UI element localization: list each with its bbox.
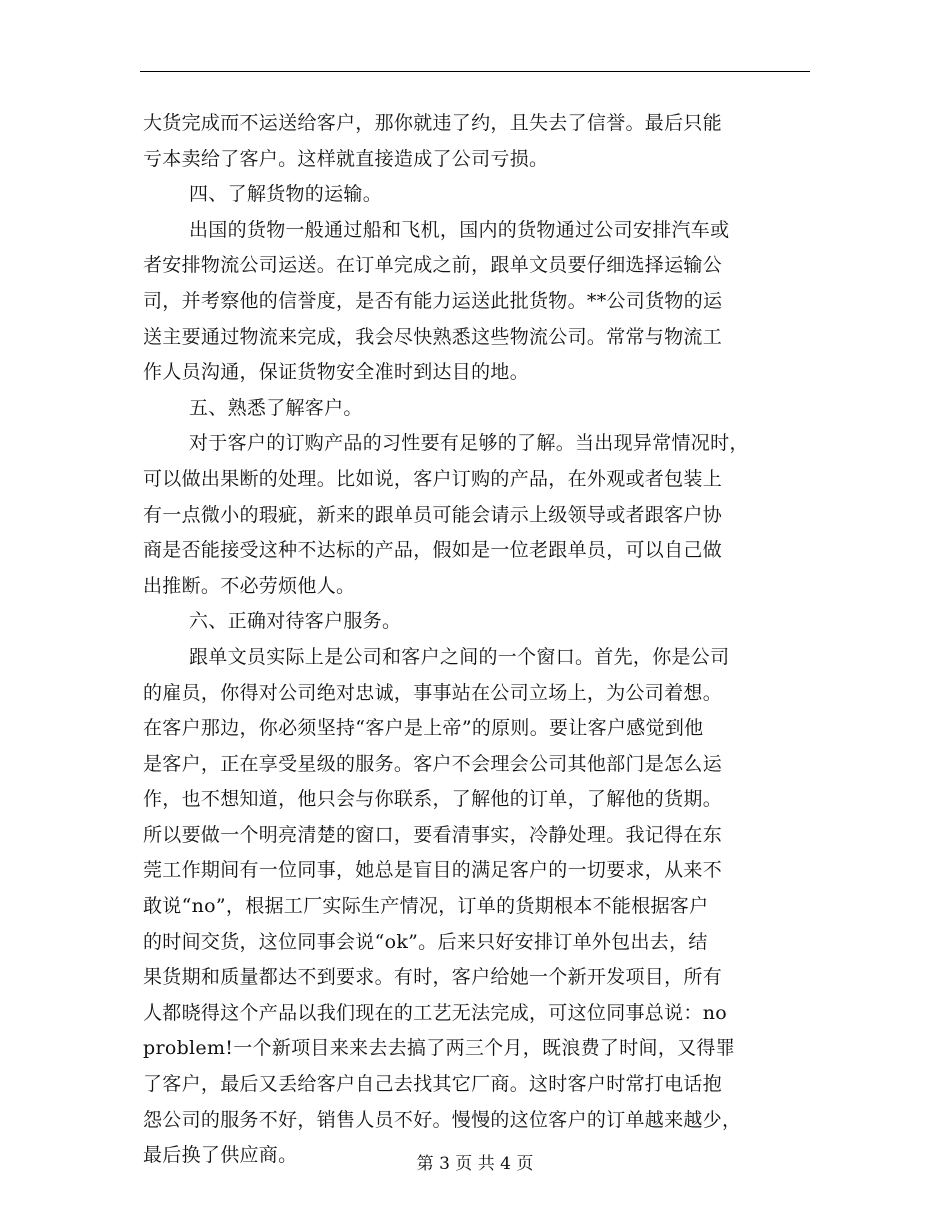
text-line: 有一点微小的瑕疵，新来的跟单员可能会请示上级领导或者跟客户协 <box>143 503 723 526</box>
text-line: 送主要通过物流来完成，我会尽快熟悉这些物流公司。常常与物流工 <box>143 325 723 348</box>
text-line: 了客户，最后又丢给客户自己去找其它厂商。这时客户时常打电话抱 <box>143 1073 723 1096</box>
text-line: 果货期和质量都达不到要求。有时，客户给她一个新开发项目，所有 <box>143 966 723 989</box>
text-line: 作人员沟通，保证货物安全准时到达目的地。 <box>143 361 530 384</box>
section-heading: 五、熟悉了解客户。 <box>189 396 363 419</box>
text-line: 对于客户的订购产品的习性要有足够的了解。当出现异常情况时， <box>189 432 749 455</box>
text-line: 出国的货物一般通过船和飞机，国内的货物通过公司安排汽车或 <box>189 218 730 241</box>
text-line: 最后换了供应商。 <box>143 1144 298 1167</box>
text-line: 莞工作期间有一位同事，她总是盲目的满足客户的一切要求，从来不 <box>143 859 723 882</box>
text-line: 是客户，正在享受星级的服务。客户不会理会公司其他部门是怎么运 <box>143 752 723 775</box>
text-line: problem!一个新项目来来去去搞了两三个月，既浪费了时间，又得罪 <box>143 1037 736 1060</box>
text-line: 的时间交货，这位同事会说“ok”。后来只好安排订单外包出去，结 <box>143 930 708 953</box>
text-line: 司，并考察他的信誉度，是否有能力运送此批货物。**公司货物的运 <box>143 289 723 312</box>
text-line: 出推断。不必劳烦他人。 <box>143 574 356 597</box>
text-line: 在客户那边，你必须坚持“客户是上帝”的原则。要让客户感觉到他 <box>143 717 704 740</box>
header-rule <box>140 71 810 72</box>
text-line: 商是否能接受这种不达标的产品，假如是一位老跟单员，可以自己做 <box>143 539 723 562</box>
text-line: 者安排物流公司运送。在订单完成之前，跟单文员要仔细选择运输公 <box>143 254 723 277</box>
section-heading: 四、了解货物的运输。 <box>189 183 383 206</box>
text-line: 人都晓得这个产品以我们现在的工艺无法完成，可这位同事总说：no <box>143 1001 727 1024</box>
section-heading: 六、正确对待客户服务。 <box>189 610 402 633</box>
text-line: 大货完成而不运送给客户，那你就违了约，且失去了信誉。最后只能 <box>143 112 723 134</box>
text-line: 所以要做一个明亮清楚的窗口，要看清事实，冷静处理。我记得在东 <box>143 823 723 846</box>
text-line: 亏本卖给了客户。这样就直接造成了公司亏损。 <box>143 147 549 170</box>
page-number: 第 3 页 共 4 页 <box>416 1154 534 1174</box>
text-line: 的雇员，你得对公司绝对忠诚，事事站在公司立场上，为公司着想。 <box>143 681 723 704</box>
text-line: 跟单文员实际上是公司和客户之间的一个窗口。首先，你是公司 <box>189 645 730 668</box>
text-line: 怨公司的服务不好，销售人员不好。慢慢的这位客户的订单越来越少， <box>143 1108 742 1131</box>
text-line: 敢说“no”，根据工厂实际生产情况，订单的货期根本不能根据客户 <box>143 895 709 918</box>
text-line: 可以做出果断的处理。比如说，客户订购的产品，在外观或者包装上 <box>143 467 723 490</box>
document-body <box>143 106 813 1174</box>
text-line: 作，也不想知道，他只会与你联系，了解他的订单，了解他的货期。 <box>143 788 723 811</box>
